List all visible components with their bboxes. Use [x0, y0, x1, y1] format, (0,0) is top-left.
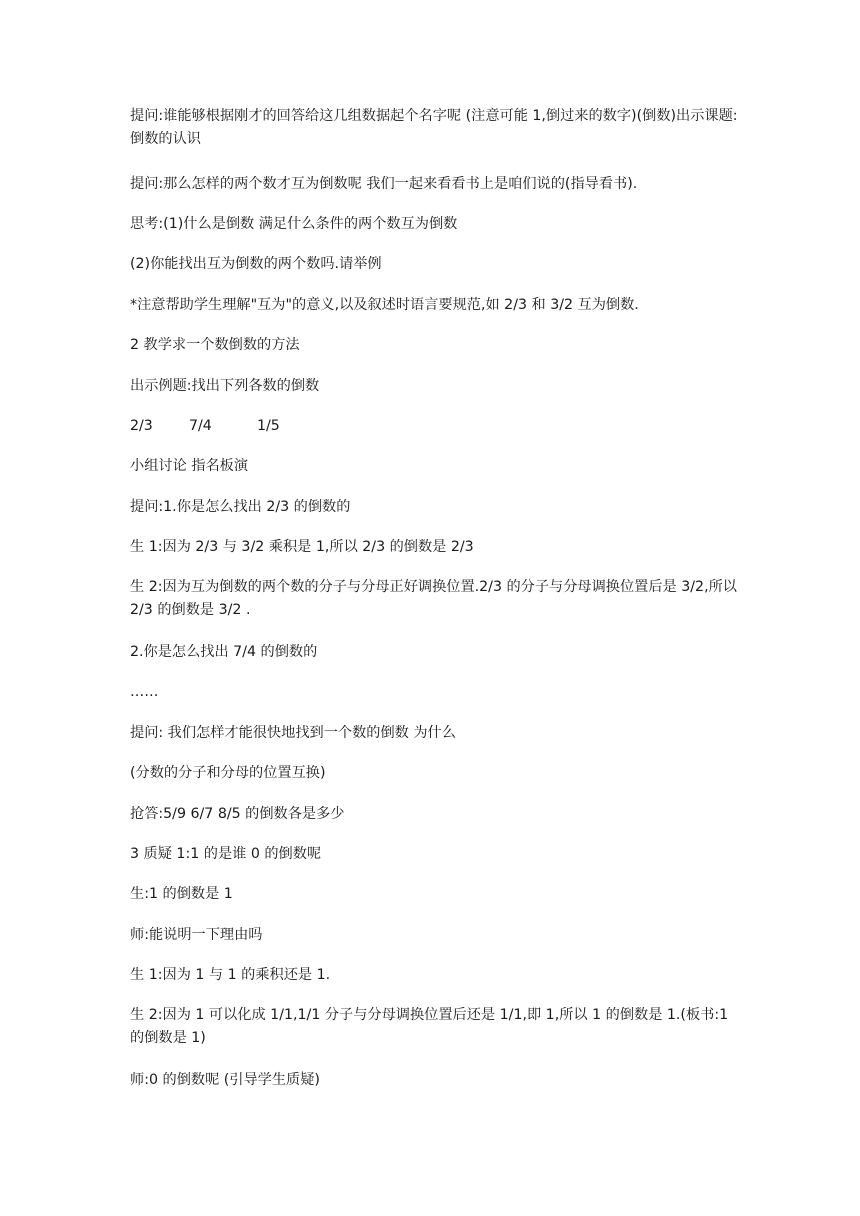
paragraph-answer-swap: (分数的分子和分母的位置互换) [130, 765, 326, 781]
paragraph-note: *注意帮助学生理解"互为"的意义,以及叙述时语言要规范,如 2/3 和 3/2 互为倒数. [130, 297, 639, 313]
paragraph-example-prompt: 出示例题:找出下列各数的倒数 [130, 378, 320, 394]
paragraph-student-2: 生 2:因为互为倒数的两个数的分子与分母正好调换位置.2/3 的分子与分母调换位置后是 3/2,所以 2/3 的倒数是 3/2 . [130, 579, 737, 618]
paragraph-question-1: 提问:1.你是怎么找出 2/3 的倒数的 [130, 499, 351, 515]
paragraph-ellipsis: …… [130, 684, 159, 700]
section-heading-question: 3 质疑 1:1 的是谁 0 的倒数呢 [130, 846, 322, 862]
paragraph-quick-find-question: 提问: 我们怎样才能很快地找到一个数的倒数 为什么 [130, 725, 456, 741]
paragraph-question-2: 2.你是怎么找出 7/4 的倒数的 [130, 644, 318, 660]
paragraph-student-1: 生 1:因为 2/3 与 3/2 乘积是 1,所以 2/3 的倒数是 2/3 [130, 539, 474, 555]
paragraph-quick-answer: 抢答:5/9 6/7 8/5 的倒数各是多少 [130, 806, 345, 822]
paragraph-student-reply: 生:1 的倒数是 1 [130, 886, 233, 902]
paragraph-group-discussion: 小组讨论 指名板演 [130, 458, 249, 474]
paragraph-think-2: (2)你能找出互为倒数的两个数吗.请举例 [130, 256, 382, 272]
paragraph-think-1: 思考:(1)什么是倒数 满足什么条件的两个数互为倒数 [130, 216, 458, 232]
paragraph-student-2-reason: 生 2:因为 1 可以化成 1/1,1/1 分子与分母调换位置后还是 1/1,即 1,所以 1 的倒数是 1.(板书:1 的倒数是 1) [130, 1007, 729, 1046]
paragraph-naming-question: 提问:谁能够根据刚才的回答给这几组数据起个名字呢 (注意可能 1,倒过来的数字)(倒数)出示课题:倒数的认识 [130, 108, 738, 147]
paragraph-teacher-zero: 师:0 的倒数呢 (引导学生质疑) [130, 1072, 320, 1088]
example-number: 2/3 [130, 418, 153, 434]
paragraph-reciprocal-question: 提问:那么怎样的两个数才互为倒数呢 我们一起来看看书上是咱们说的(指导看书). [130, 176, 638, 192]
paragraph-student-1-reason: 生 1:因为 1 与 1 的乘积还是 1. [130, 967, 331, 983]
paragraph-teacher-ask: 师:能说明一下理由吗 [130, 927, 263, 943]
example-number: 1/5 [257, 418, 280, 434]
example-number: 7/4 [189, 418, 212, 434]
section-heading-method: 2 教学求一个数倒数的方法 [130, 337, 300, 353]
